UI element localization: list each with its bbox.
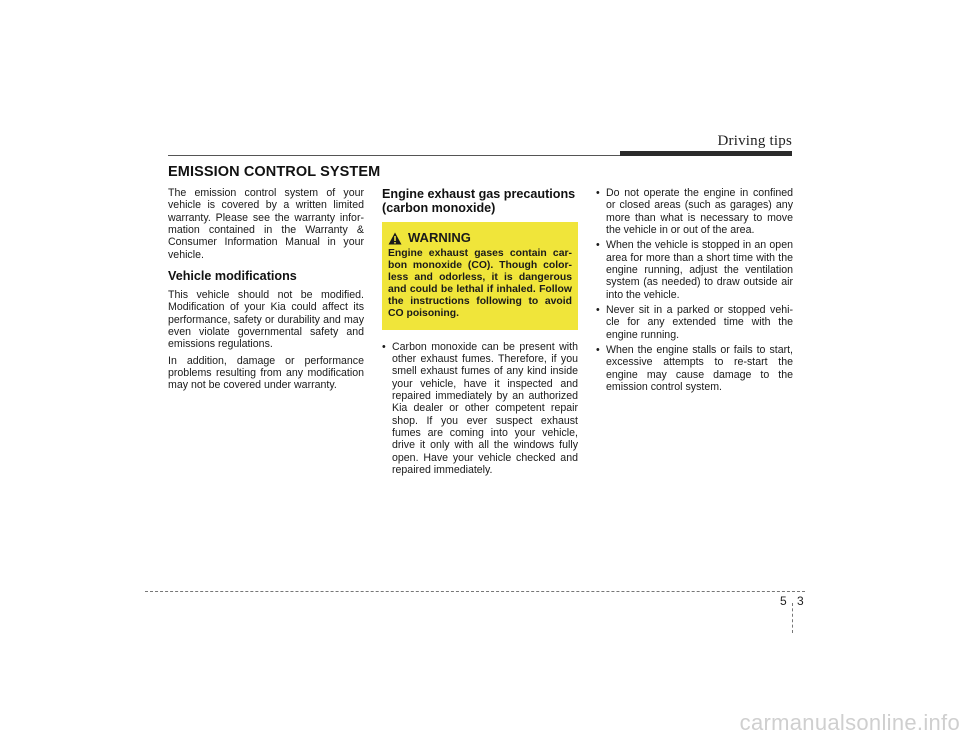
list-item: • When the engine stalls or fails to start, excessive attempts to re-start the engine may cause damage to the emission control system. [596,344,793,394]
header-tab-bar [620,151,792,156]
precaution-bullet-list [596,187,793,394]
column-right [596,187,793,397]
list-item: • Carbon monoxide can be present with other exhaust fumes. Therefore, if you smell exhaust fumes of any kind inside your vehicle, have it inspected and repaired immediately by an authorized Kia dealer or other competent repair shop. If you ever suspect exhaust fumes are coming into your vehicle, drive it only with all the windows fully open. Have your vehicle checked and repaired immediately. [382,340,578,476]
exhaust-bullet-list [382,341,578,477]
footer-dashed-rule [145,591,805,592]
footer-vertical-rule [792,603,793,633]
column-middle [382,187,578,479]
page-number: 3 [797,594,804,608]
intro-paragraph: The emission control system of your vehicle is covered by a written limited warranty. Please see the warranty infor-mation contained in the Warranty & Consumer Information Manual in your vehicle. [168,187,364,261]
modifications-paragraph-2: In addition, damage or performance problems resulting from any modification may not be covered under warranty. [168,354,364,392]
list-item: • Never sit in a parked or stopped vehi-cle for any extended time with the engine running. [596,304,793,341]
watermark: carmanualsonline.info [739,710,960,735]
bullet-icon: • [596,344,600,357]
list-item: • Do not operate the engine in confined or closed areas (such as garages) any more than what is necessary to move the vehicle in or out of the area. [596,187,793,237]
warning-header [388,232,572,245]
list-item: • When the vehicle is stopped in an open area for more than a short time with the engine running, adjust the ventilation system (as needed) to draw outside air into the vehicle. [596,239,793,301]
bullet-icon: • [596,239,600,252]
column-left [168,187,364,396]
warning-title: WARNING [408,230,471,246]
bullet-icon: • [382,340,386,353]
bullet-icon: • [596,304,600,317]
chapter-number: 5 [780,594,787,608]
header-title: Driving tips [717,133,792,149]
exhaust-precautions-heading: Engine exhaust gas precautions (carbon monoxide) [382,187,576,215]
bullet-icon: • [596,187,600,199]
modifications-paragraph-1: This vehicle should not be modified. Modification of your Kia could affect its performance, safety or durability and may even violate governmental safety and emissions regulations. [168,289,364,351]
section-title: EMISSION CONTROL SYSTEM [168,164,381,180]
warning-box [382,222,578,330]
warning-triangle-icon [388,232,402,245]
vehicle-modifications-heading: Vehicle modifications [168,269,297,284]
warning-body: Engine exhaust gases contain car-bon monoxide (CO). Though color-less and odorless, it is dangerous and could be lethal if inhaled. Follow the instructions following to avoid CO poisoning. [388,248,572,320]
